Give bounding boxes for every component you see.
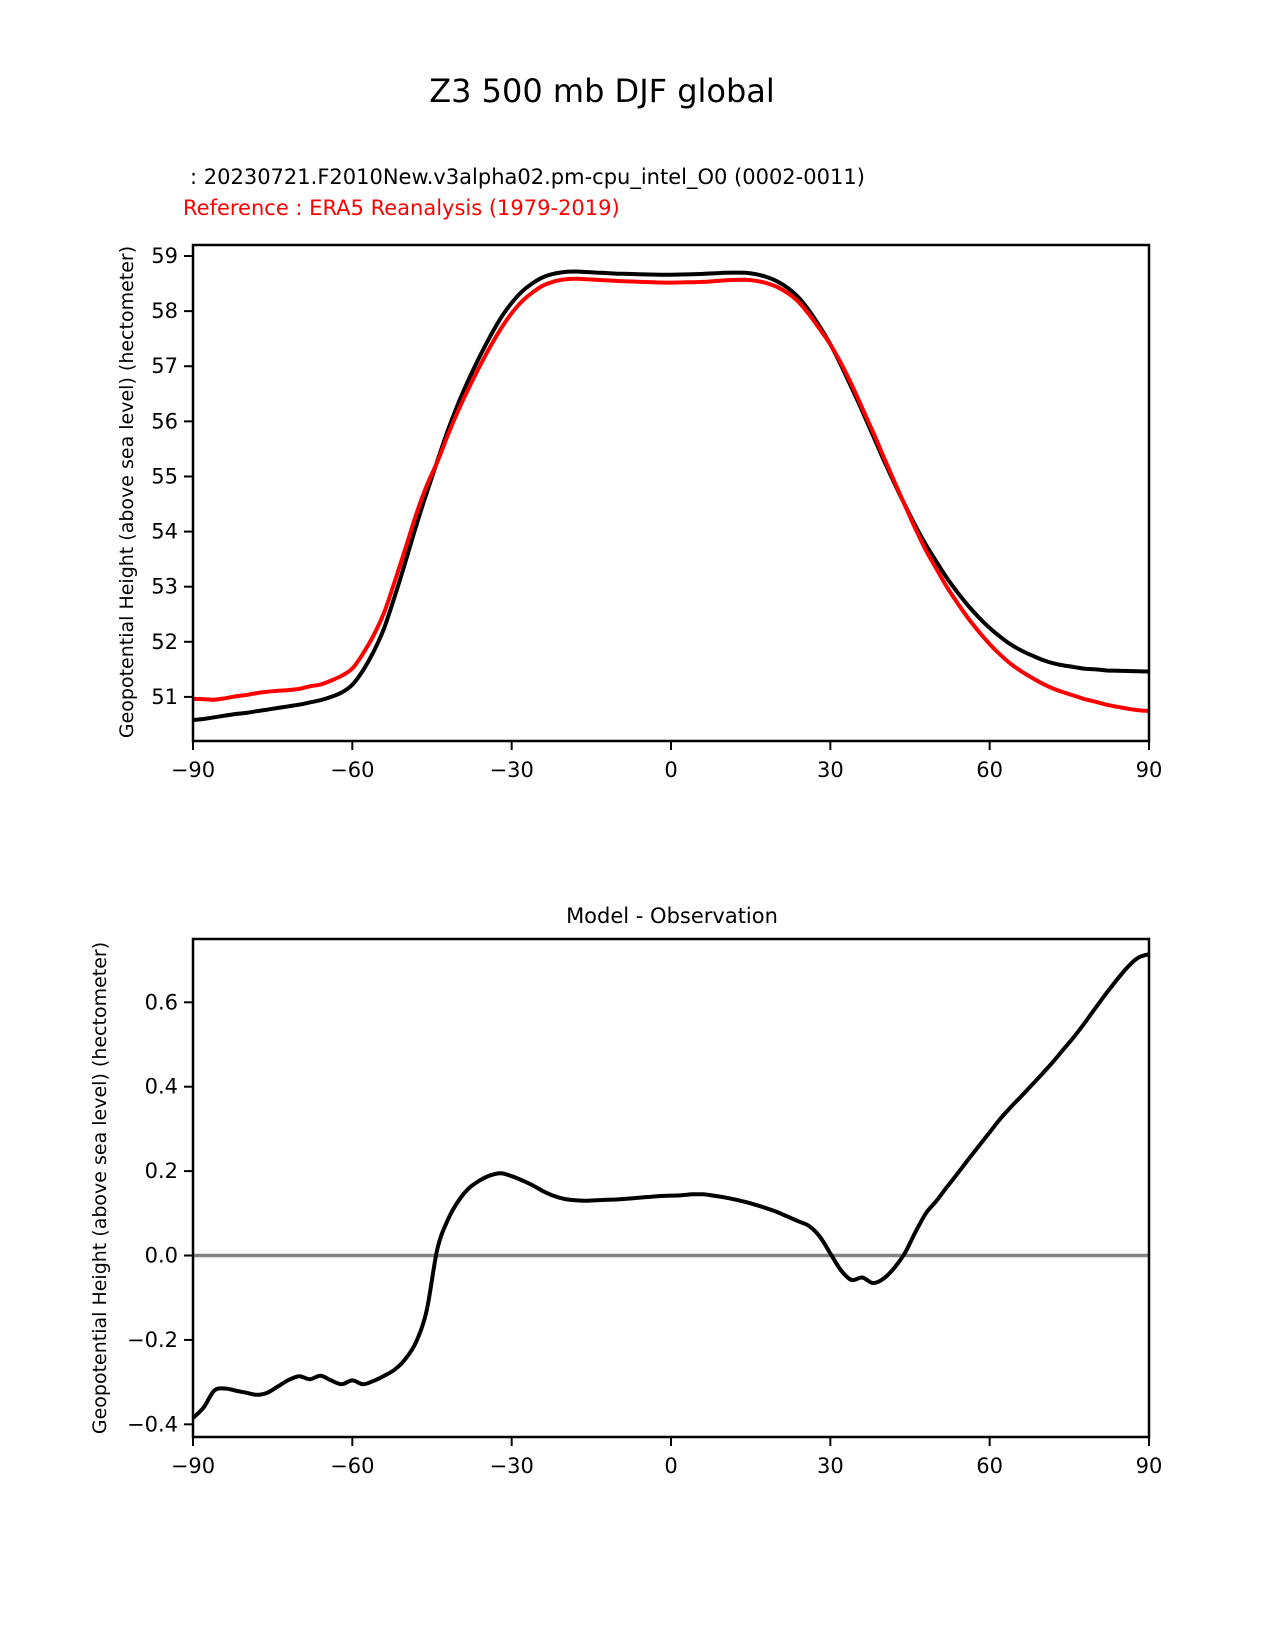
y-tick-label: 54 [151, 519, 178, 544]
axes-frame [193, 245, 1149, 741]
y-tick-label: 52 [151, 629, 178, 654]
y-tick-label: 0.6 [144, 990, 178, 1015]
y-tick-label: 57 [151, 354, 178, 379]
x-tick-label: 0 [664, 1454, 678, 1478]
x-tick-label: −60 [330, 758, 375, 782]
diff-chart-y-axis-label: Geopotential Height (above sea level) (hectometer) [89, 941, 111, 1435]
y-tick-label: 58 [151, 299, 178, 324]
y-tick-label: 0.0 [144, 1243, 178, 1268]
diff-chart-title: Model - Observation [566, 904, 778, 928]
x-tick-label: 30 [816, 758, 844, 782]
y-tick-label: 51 [151, 684, 178, 709]
x-tick-label: 60 [976, 1454, 1004, 1478]
x-tick-label: −60 [330, 1454, 375, 1478]
test-run-label: : 20230721.F2010New.v3alpha02.pm-cpu_intel_O0 (0002-0011) [190, 165, 865, 189]
y-tick-label: 56 [151, 409, 178, 434]
top-chart [151, 244, 1162, 782]
x-tick-label: −30 [489, 1454, 534, 1478]
x-tick-label: 90 [1135, 1454, 1163, 1478]
y-tick-label: 0.2 [144, 1159, 178, 1184]
figure-title: Z3 500 mb DJF global [429, 72, 775, 110]
diff-chart [127, 939, 1162, 1478]
diff-line [193, 954, 1149, 1418]
y-tick-label: 59 [151, 244, 178, 269]
model-line [193, 272, 1149, 721]
y-tick-label: −0.4 [127, 1412, 178, 1437]
reference-line [193, 279, 1149, 711]
x-tick-label: 30 [816, 1454, 844, 1478]
y-tick-label: −0.2 [127, 1327, 178, 1352]
x-tick-label: 90 [1135, 758, 1163, 782]
axes-frame [193, 939, 1149, 1437]
y-tick-label: 53 [151, 574, 178, 599]
x-tick-label: −90 [170, 1454, 216, 1478]
y-tick-label: 0.4 [144, 1074, 178, 1099]
x-tick-label: 0 [664, 758, 678, 782]
top-chart-y-axis-label: Geopotential Height (above sea level) (hectometer) [116, 245, 138, 739]
reference-label: Reference : ERA5 Reanalysis (1979-2019) [183, 196, 620, 220]
x-tick-label: 60 [976, 758, 1004, 782]
y-tick-label: 55 [151, 464, 178, 489]
x-tick-label: −30 [489, 758, 534, 782]
x-tick-label: −90 [170, 758, 216, 782]
